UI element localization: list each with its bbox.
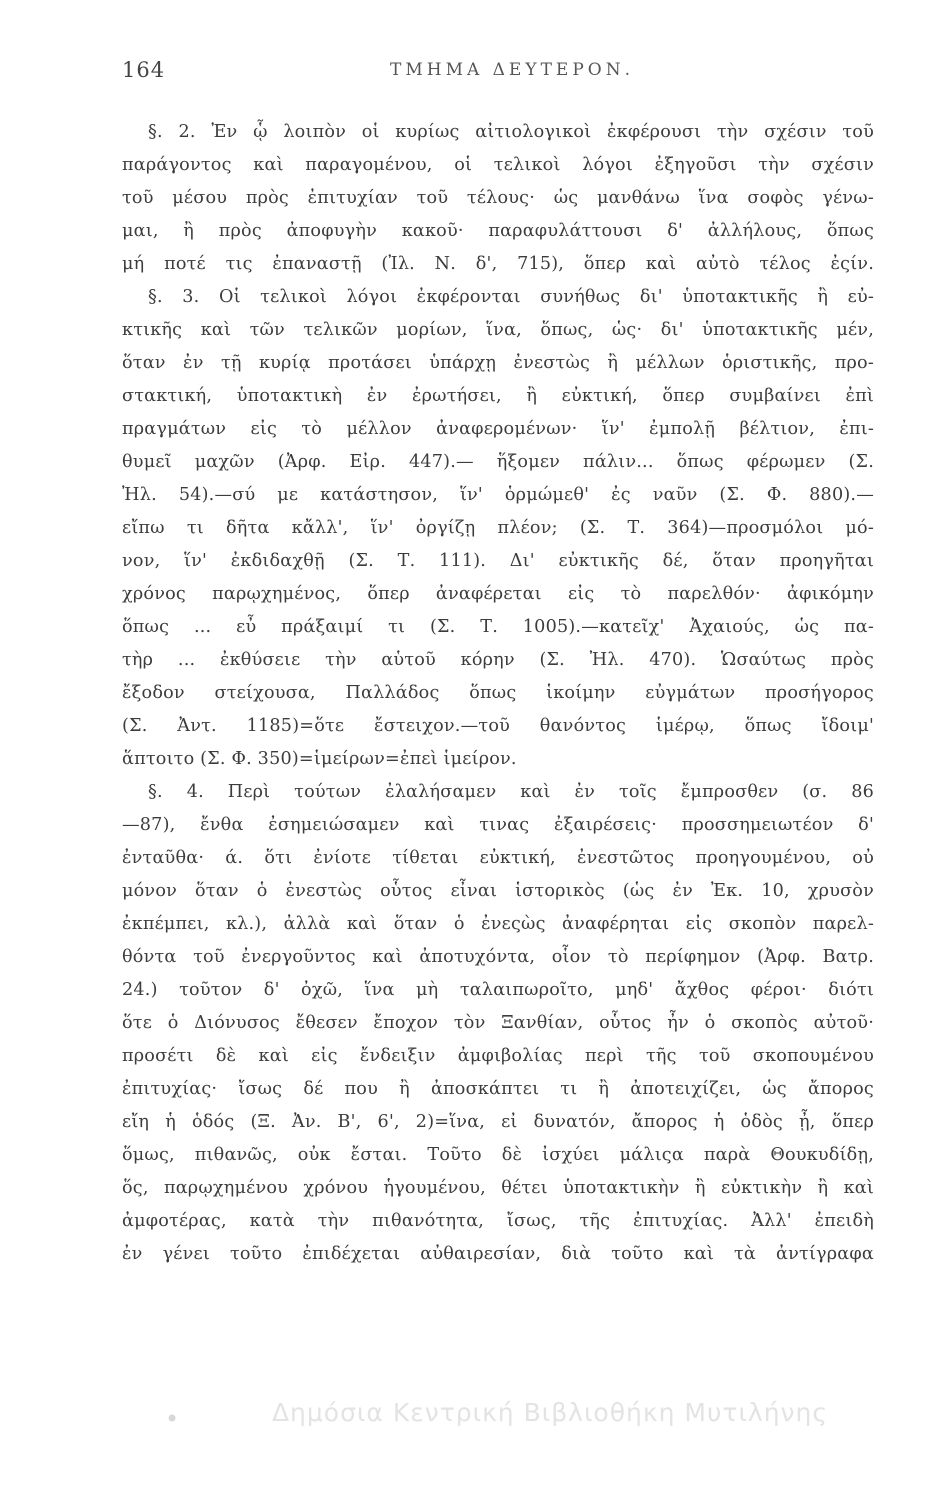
text-line: εἴη ἡ ὁδός (Ξ. Ἀν. Β', 6', 2)=ἵνα, εἰ δυνατόν, ἄπορος ἡ ὁδὸς ᾖ, ὅπερ — [122, 1112, 874, 1132]
text-line: στακτική, ὑποτακτικὴ ἐν ἐρωτήσει, ἢ εὐκτική, ὅπερ συμβαίνει ἐπὶ — [122, 386, 874, 406]
text-line: πραγμάτων εἰς τὸ μέλλον ἀναφερομένων· ἵν' ἐμπολῇ βέλτιον, ἐπι- — [122, 419, 874, 439]
text-line: τὴρ ... ἐκθύσειε τὴν αὑτοῦ κόρην (Σ. Ἠλ. 470). Ὡσαύτως πρὸς — [122, 650, 874, 670]
running-title: ΤΜΗΜΑ ΔΕΥΤΕΡΟΝ. — [390, 60, 634, 80]
text-line: (Σ. Ἀντ. 1185)=ὅτε ἔστειχον.—τοῦ θανόντος ἱμέρῳ, ὅπως ἴδοιμ' — [122, 716, 874, 736]
text-line: Ἠλ. 54).—σύ με κατάστησον, ἵν' ὁρμώμεθ' ἐς ναῦν (Σ. Φ. 880).— — [122, 485, 874, 505]
text-line: μόνον ὅταν ὁ ἐνεστὼς οὗτος εἶναι ἱστορικὸς (ὡς ἐν Ἐκ. 10, χρυσὸν — [122, 881, 874, 901]
text-line: ἀμφοτέρας, κατὰ τὴν πιθανότητα, ἴσως, τῆς ἐπιτυχίας. Ἀλλ' ἐπειδὴ — [122, 1211, 874, 1231]
text-line: μή ποτέ τις ἐπαναστῇ (Ἰλ. Ν. δ', 715), ὅπερ καὶ αὐτὸ τέλος ἐςίν. — [122, 254, 874, 274]
library-watermark: Δημόσια Κεντρική Βιβλιοθήκη Μυτιλήνης — [271, 1398, 829, 1427]
text-line: —87), ἔνθα ἐσημειώσαμεν καὶ τινας ἐξαιρέσεις· προσσημειωτέον δ' — [122, 815, 874, 835]
text-line: θόντα τοῦ ἐνεργοῦντος καὶ ἀποτυχόντα, οἷον τὸ περίφημον (Ἀρφ. Βατρ. — [122, 947, 874, 967]
text-line: ὅς, παρῳχημένου χρόνου ἡγουμένου, θέτει ὑποτακτικὴν ἢ εὐκτικὴν ἢ καὶ — [122, 1178, 874, 1198]
text-line: χρόνος παρῳχημένος, ὅπερ ἀναφέρεται εἰς τὸ παρελθόν· ἀφικόμην — [122, 584, 874, 604]
body-text — [122, 116, 874, 1271]
text-line: ἐπιτυχίας· ἴσως δέ που ἢ ἀποσκάπτει τι ἢ ἀποτειχίζει, ὡς ἄπορος — [122, 1079, 874, 1099]
text-line: §. 4. Περὶ τούτων ἐλαλήσαμεν καὶ ἐν τοῖς ἔμπροσθεν (σ. 86 — [148, 782, 874, 802]
text-line: μαι, ἢ πρὸς ἀποφυγὴν κακοῦ· παραφυλάττουσι δ' ἀλλήλους, ὅπως — [122, 221, 874, 241]
text-line: ἐνταῦθα· ά. ὅτι ἐνίοτε τίθεται εὐκτική, ἐνεστῶτος προηγουμένου, οὐ — [122, 848, 874, 868]
text-line: ὅταν ἐν τῇ κυρίᾳ προτάσει ὑπάρχῃ ἐνεστὼς ἢ μέλλων ὁριστικῆς, προ- — [122, 353, 874, 373]
text-line: εἴπω τι δῆτα κἄλλ', ἵν' ὀργίζῃ πλέον; (Σ. Τ. 364)—προσμόλοι μό- — [122, 518, 874, 538]
text-line: §. 2. Ἐν ᾧ λοιπὸν οἱ κυρίως αἰτιολογικοὶ ἐκφέρουσι τὴν σχέσιν τοῦ — [148, 122, 874, 142]
text-line: ἅπτοιτο (Σ. Φ. 350)=ἱμείρων=ἐπεὶ ἱμείρον. — [122, 749, 517, 769]
page-header — [122, 58, 874, 90]
text-line: παράγοντος καὶ παραγομένου, οἱ τελικοὶ λόγοι ἐξηγοῦσι τὴν σχέσιν — [122, 155, 874, 175]
text-line: θυμεῖ μαχῶν (Ἀρφ. Εἰρ. 447).— ἥξομεν πάλιν... ὅπως φέρωμεν (Σ. — [122, 452, 874, 472]
watermark-dot-icon: • — [165, 1405, 180, 1433]
text-line: ὅτε ὁ Διόνυσος ἔθεσεν ἔποχον τὸν Ξανθίαν, οὗτος ἦν ὁ σκοπὸς αὐτοῦ· — [122, 1013, 874, 1033]
text-line: ὅπως ... εὖ πράξαιμί τι (Σ. Τ. 1005).—κατεῖχ' Ἀχαιούς, ὡς πα- — [122, 617, 874, 637]
text-line: ἔξοδον στείχουσα, Παλλάδος ὅπως ἱκοίμην εὐγμάτων προσήγορος — [122, 683, 874, 703]
text-line: τοῦ μέσου πρὸς ἐπιτυχίαν τοῦ τέλους· ὡς μανθάνω ἵνα σοφὸς γένω- — [122, 188, 874, 208]
text-line: ἐκπέμπει, κλ.), ἀλλὰ καὶ ὅταν ὁ ἐνεςὼς ἀναφέρηται εἰς σκοπὸν παρελ- — [122, 914, 874, 934]
text-line: προσέτι δὲ καὶ εἰς ἔνδειξιν ἀμφιβολίας περὶ τῆς τοῦ σκοπουμένου — [122, 1046, 874, 1066]
text-line: 24.) τοῦτον δ' ὀχῶ, ἵνα μὴ ταλαιπωροῖτο, μηδ' ἄχθος φέροι· διότι — [122, 980, 874, 1000]
text-line: §. 3. Οἱ τελικοὶ λόγοι ἐκφέρονται συνήθως δι' ὑποτακτικῆς ἢ εὐ- — [148, 287, 874, 307]
text-line: κτικῆς καὶ τῶν τελικῶν μορίων, ἵνα, ὅπως, ὡς· δι' ὑποτακτικῆς μέν, — [122, 320, 874, 340]
text-line: ἐν γένει τοῦτο ἐπιδέχεται αὐθαιρεσίαν, διὰ τοῦτο καὶ τὰ ἀντίγραφα — [122, 1244, 874, 1264]
page-number: 164 — [122, 58, 166, 82]
text-line: νον, ἵν' ἐκδιδαχθῇ (Σ. Τ. 111). Δι' εὐκτικῆς δέ, ὅταν προηγῆται — [122, 551, 874, 571]
text-line: ὅμως, πιθανῶς, οὐκ ἔσται. Τοῦτο δὲ ἰσχύει μάλιςα παρὰ Θουκυδίδῃ, — [122, 1145, 874, 1165]
